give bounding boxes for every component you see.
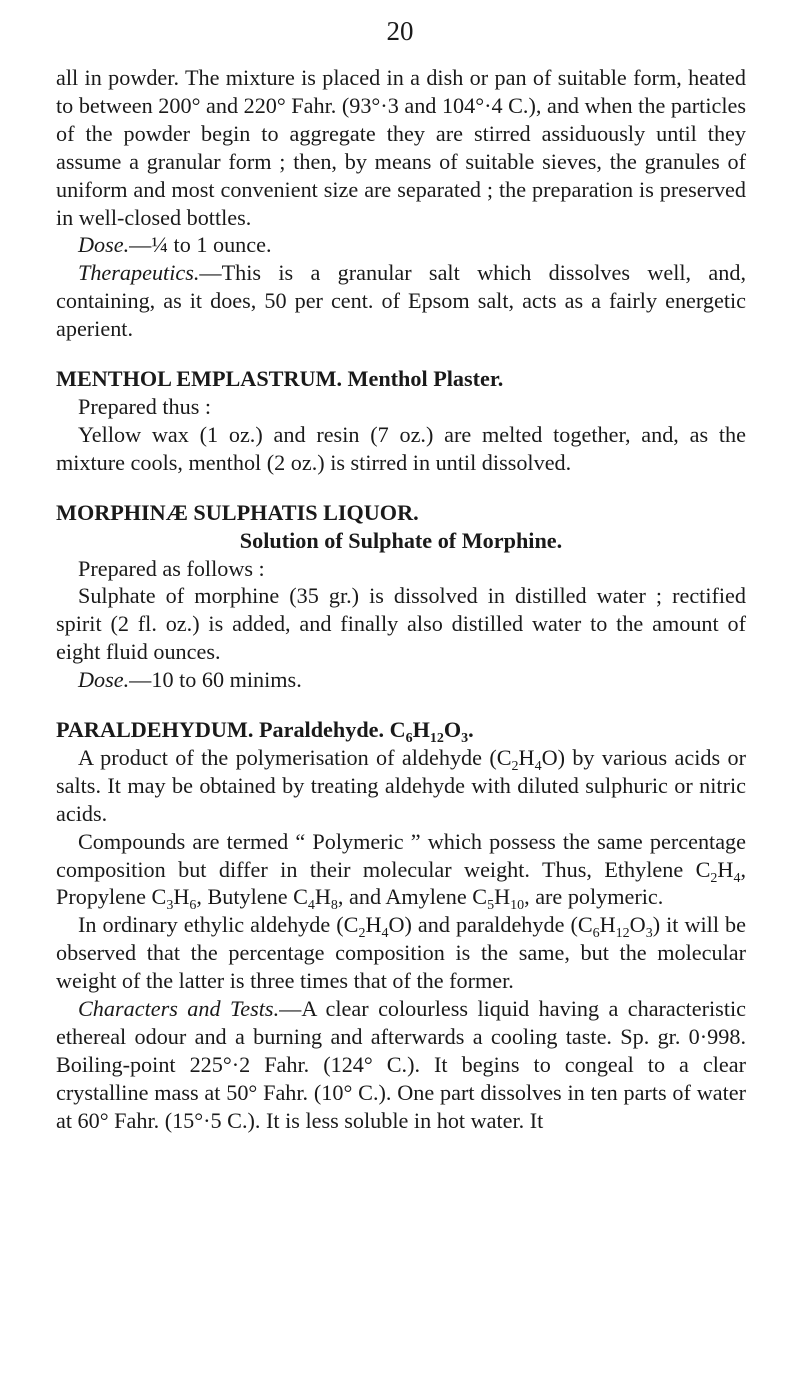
therapeutics-label: Therapeutics.: [78, 260, 200, 286]
text-run: , are polymeric.: [524, 884, 664, 910]
text-run: In ordinary ethylic aldehyde (C: [78, 912, 359, 938]
characters-tests-label: Characters and Tests.: [78, 996, 280, 1022]
subscript: 3: [166, 898, 174, 914]
subscript: 6: [405, 731, 413, 747]
text-run: ) it will be observed that the percentage composition is the same, but the molecular weight of the latter is three times that of the former.: [56, 912, 746, 994]
dose-text: —¼ to 1 ounce.: [129, 232, 272, 258]
subscript: 12: [429, 731, 444, 747]
text-run: H: [494, 884, 511, 910]
therapeutics-paragraph: [56, 259, 746, 343]
dose-label: Dose.: [78, 232, 130, 258]
dose-paragraph: [56, 231, 746, 259]
subscript: 10: [510, 898, 525, 914]
text-run: H: [314, 884, 331, 910]
text-run: O: [629, 912, 646, 938]
text-run: H: [717, 856, 734, 882]
text-run: , Butylene C: [196, 884, 308, 910]
paraldehyde-heading: [56, 716, 746, 747]
subscript: 4: [307, 898, 315, 914]
therapeutics-text: —This is a granular salt which dissolves well, and, containing, as it does, 50 per cent. of Epsom salt, acts as a fairly energetic aperient.: [56, 260, 746, 342]
subscript: 2: [511, 758, 519, 774]
text-run: O) by various acids or salts. It may be obtained by treating aldehyde with diluted sulphuric or nitric acids.: [56, 744, 746, 826]
subscript: 4: [381, 926, 389, 942]
characters-tests-paragraph: [56, 995, 746, 1135]
text-run: H: [518, 744, 535, 770]
ethylic-aldehyde-paragraph: [56, 911, 746, 995]
page-number: 20: [386, 16, 414, 46]
subscript: 5: [487, 898, 495, 914]
text-run: H: [365, 912, 382, 938]
heading-text: .: [468, 717, 474, 743]
morphine-prepared: Prepared as follows :: [78, 555, 265, 581]
morphine-method: Sulphate of morphine (35 gr.) is dissolved in distilled water ; rectified spirit (2 fl. oz.) is added, and finally also distilled water to the amount of eight fluid ounces.: [56, 583, 746, 665]
dose-label: Dose.: [78, 667, 130, 693]
heading-text: H: [412, 717, 430, 743]
text-run: A product of the polymerisation of aldehyde (C: [78, 744, 512, 770]
subscript: 3: [645, 926, 653, 942]
morphine-subheading: Solution of Sulphate of Morphine.: [239, 527, 563, 553]
menthol-prepared: Prepared thus :: [78, 393, 212, 419]
subscript: 4: [534, 758, 542, 774]
morphine-dose: [56, 666, 746, 694]
text-run: H: [599, 912, 616, 938]
paraldehyde-product: [56, 744, 746, 828]
body-text: [56, 64, 746, 1135]
menthol-method: Yellow wax (1 oz.) and resin (7 oz.) are melted together, and, as the mixture cools, menthol (2 oz.) is stirred in until dissolved.: [56, 421, 746, 475]
subscript: 6: [592, 926, 600, 942]
subscript: 6: [189, 898, 197, 914]
subscript: 4: [733, 870, 741, 886]
subscript: 2: [358, 926, 366, 942]
heading-text: O: [443, 717, 462, 743]
characters-tests-text: —A clear colourless liquid having a characteristic ethereal odour and a burning and afterwards a cooling taste. Sp. gr. 0·998. Boiling-point 225°·2 Fahr. (124° C.). It begins to congeal to a clear crystalline mass at 50° Fahr. (10° C.). One part dissolves in ten parts of water at 60° Fahr. (15°·5 C.). It is less soluble in hot water. It: [56, 996, 746, 1133]
subscript: 2: [710, 870, 718, 886]
subscript: 3: [461, 731, 469, 747]
dose-text: —10 to 60 minims.: [129, 667, 302, 693]
subscript: 8: [330, 898, 338, 914]
paragraph-powder-preparation: all in powder. The mixture is placed in a dish or pan of suitable form, heated to between 200° and 220° Fahr. (93°·3 and 104°·4 C.), and when the particles of the powder begin to aggregate they are stirred assiduously until they assume a granular form ; then, by means of suitable sieves, the granules of uniform and most convenient size are separated ; the preparation is preserved in well-closed bottles.: [56, 65, 746, 230]
text-run: Compounds are termed “ Polymeric ” which possess the same percentage composition but differ in their molecular weight. Thus, Ethylene C: [56, 828, 746, 882]
menthol-heading: MENTHOL EMPLASTRUM. Menthol Plaster.: [56, 366, 504, 392]
subscript: 12: [615, 926, 630, 942]
morphine-heading: MORPHINÆ SULPHATIS LIQUOR.: [56, 499, 419, 525]
text-run: O) and paraldehyde (C: [388, 912, 593, 938]
text-run: H: [173, 884, 190, 910]
text-run: , and Amylene C: [337, 884, 488, 910]
text-run: , Propylene C: [56, 856, 746, 910]
heading-text: PARALDEHYDUM. Paraldehyde. C: [56, 717, 406, 743]
polymeric-paragraph: [56, 828, 746, 912]
